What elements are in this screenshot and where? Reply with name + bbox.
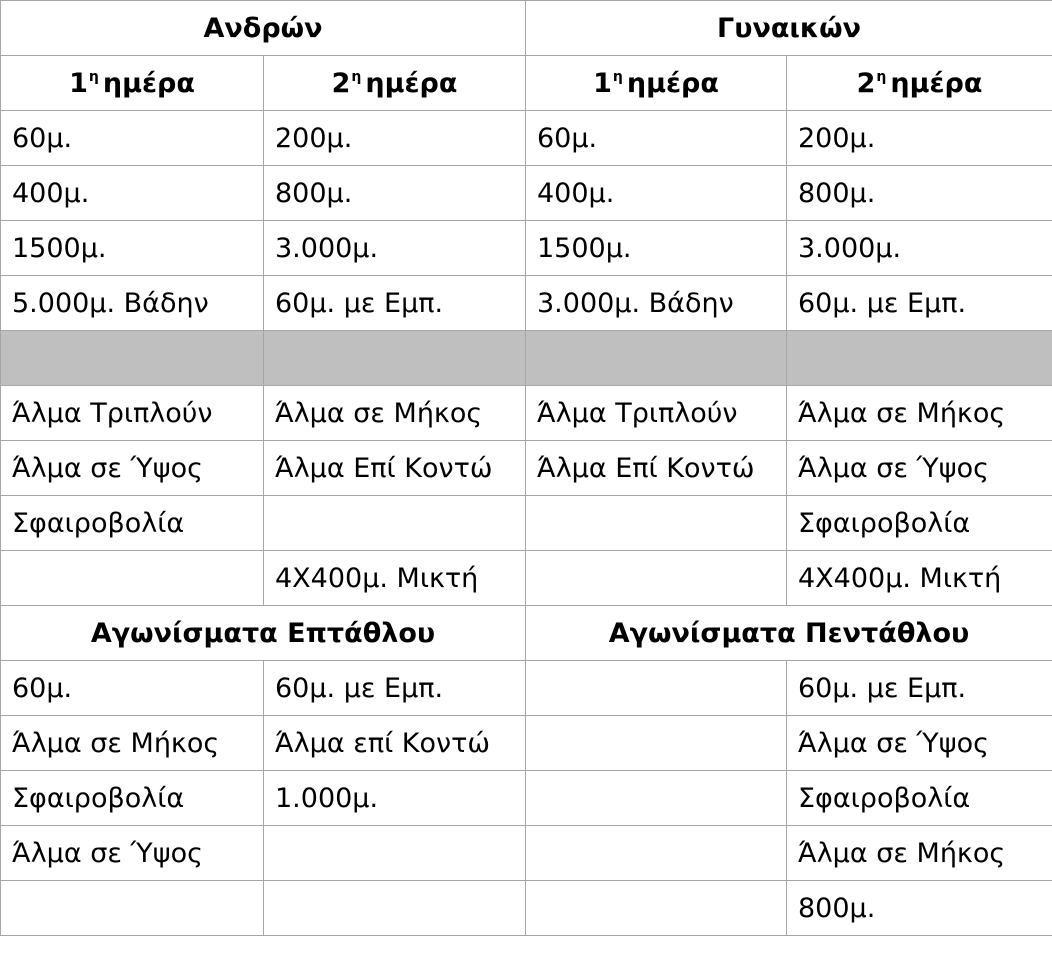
table-cell: Σφαιροβολία	[787, 496, 1052, 551]
day-ordinal-suffix: η	[876, 68, 887, 85]
table-cell: 4Χ400μ. Μικτή	[787, 551, 1052, 606]
table-cell: Σφαιροβολία	[787, 771, 1052, 826]
table-cell: Άλμα σε Μήκος	[264, 386, 526, 441]
table-cell: Άλμα σε Μήκος	[787, 386, 1052, 441]
table-cell: 60μ.	[526, 111, 787, 166]
table-cell: 1.000μ.	[264, 771, 526, 826]
day-number: 2	[331, 67, 351, 99]
table-cell: 1500μ.	[526, 221, 787, 276]
table-row	[1, 441, 1052, 496]
table-cell: Σφαιροβολία	[1, 496, 264, 551]
day-ordinal-suffix: η	[612, 68, 623, 85]
table-cell: 200μ.	[787, 111, 1052, 166]
table-row	[1, 551, 1052, 606]
table-cell: 1500μ.	[1, 221, 264, 276]
day-word: ημέρα	[102, 67, 195, 99]
table-cell	[526, 771, 787, 826]
day-ordinal-suffix: η	[88, 68, 99, 85]
separator-cell	[526, 331, 787, 386]
table-cell: Άλμα σε Ύψος	[1, 441, 264, 496]
table-cell: Άλμα σε Ύψος	[1, 826, 264, 881]
table-cell: 60μ. με Εμπ.	[787, 276, 1052, 331]
table-row	[1, 771, 1052, 826]
table-cell: 60μ.	[1, 111, 264, 166]
table-cell: Άλμα Επί Κοντώ	[526, 441, 787, 496]
table-cell	[526, 551, 787, 606]
table-cell: 60μ. με Εμπ.	[264, 661, 526, 716]
table-cell: 60μ. με Εμπ.	[787, 661, 1052, 716]
separator-cell	[787, 331, 1052, 386]
separator-row	[1, 331, 1052, 386]
table-row	[1, 661, 1052, 716]
women-header: Γυναικών	[526, 1, 1052, 56]
table-cell	[526, 716, 787, 771]
women-day1-header	[526, 56, 787, 111]
table-cell: 3.000μ. Βάδην	[526, 276, 787, 331]
table-row	[1, 496, 1052, 551]
separator-cell	[1, 331, 264, 386]
table-cell: Άλμα Τριπλούν	[1, 386, 264, 441]
table-cell: Άλμα Τριπλούν	[526, 386, 787, 441]
day-ordinal-suffix: η	[351, 68, 362, 85]
table-cell: 4Χ400μ. Μικτή	[264, 551, 526, 606]
day-number: 1	[69, 67, 88, 99]
women-day2-header	[787, 56, 1052, 111]
table-cell	[264, 826, 526, 881]
day-word: ημέρα	[890, 67, 983, 99]
combined-events-header-row	[1, 606, 1052, 661]
table-row	[1, 111, 1052, 166]
table-cell: 400μ.	[1, 166, 264, 221]
pentathlon-header: Αγωνίσματα Πεντάθλου	[526, 606, 1052, 661]
heptathlon-header: Αγωνίσματα Επτάθλου	[1, 606, 526, 661]
table-cell: Άλμα σε Μήκος	[787, 826, 1052, 881]
table-cell: 800μ.	[787, 166, 1052, 221]
day-number: 1	[593, 67, 612, 99]
table-row	[1, 881, 1052, 936]
table-cell: Σφαιροβολία	[1, 771, 264, 826]
men-header: Ανδρών	[1, 1, 526, 56]
table-row	[1, 276, 1052, 331]
table-cell: 5.000μ. Βάδην	[1, 276, 264, 331]
table-cell: Άλμα σε Ύψος	[787, 441, 1052, 496]
table-row	[1, 826, 1052, 881]
table-row	[1, 716, 1052, 771]
table-row	[1, 166, 1052, 221]
table-cell	[1, 881, 264, 936]
table-cell: Άλμα σε Μήκος	[1, 716, 264, 771]
table-cell: 800μ.	[787, 881, 1052, 936]
table-cell	[526, 661, 787, 716]
table-cell: 60μ. με Εμπ.	[264, 276, 526, 331]
day-word: ημέρα	[626, 67, 719, 99]
group-header-row	[1, 1, 1052, 56]
table-row	[1, 386, 1052, 441]
table-cell	[264, 496, 526, 551]
table-cell: Άλμα σε Ύψος	[787, 716, 1052, 771]
table-cell	[526, 826, 787, 881]
table-cell: 3.000μ.	[264, 221, 526, 276]
table-cell: 400μ.	[526, 166, 787, 221]
table-cell: 800μ.	[264, 166, 526, 221]
table-cell	[526, 881, 787, 936]
table-cell	[264, 881, 526, 936]
day-header-row	[1, 56, 1052, 111]
table-cell: Άλμα Επί Κοντώ	[264, 441, 526, 496]
day-word: ημέρα	[365, 67, 458, 99]
separator-cell	[264, 331, 526, 386]
table-cell	[1, 551, 264, 606]
table-cell: Άλμα επί Κοντώ	[264, 716, 526, 771]
men-day1-header	[1, 56, 264, 111]
day-number: 2	[856, 67, 876, 99]
table-cell	[526, 496, 787, 551]
table-cell: 3.000μ.	[787, 221, 1052, 276]
table-cell: 200μ.	[264, 111, 526, 166]
table-cell: 60μ.	[1, 661, 264, 716]
table-row	[1, 221, 1052, 276]
men-day2-header	[264, 56, 526, 111]
